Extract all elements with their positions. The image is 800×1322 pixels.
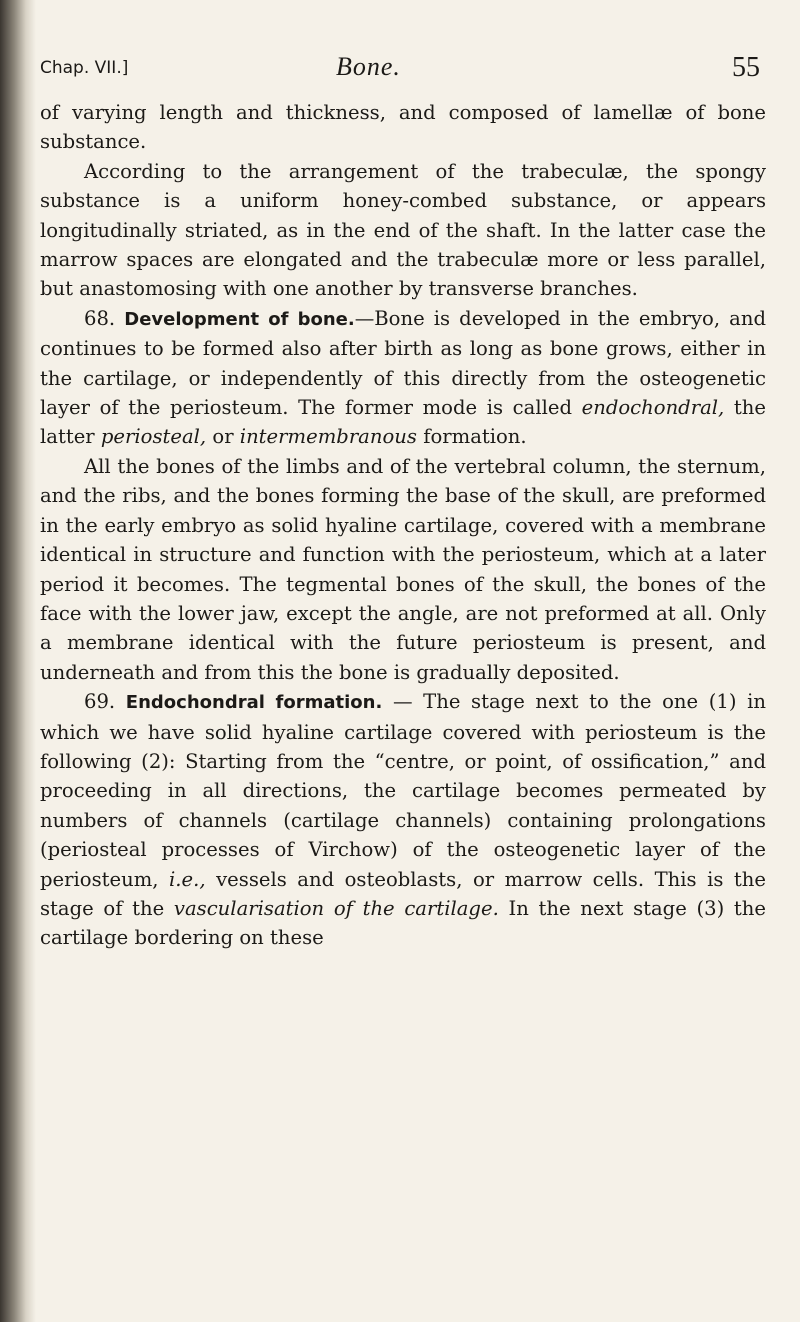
italic-term: i.e., xyxy=(169,867,206,891)
paragraph-text: the latter xyxy=(40,396,766,449)
page-body xyxy=(40,98,766,953)
page-number: 55 xyxy=(732,52,760,83)
running-title: Bone. xyxy=(336,52,401,81)
running-header xyxy=(40,52,760,92)
paragraph-endochondral-formation xyxy=(40,687,766,953)
paragraph-text: or xyxy=(206,425,240,449)
paragraph-text: —Bone is developed in the embryo, and continues to be formed also after birth as long as bone grows, either in the cartilage, or independently of this directly from the osteogenetic layer of the periosteum. The former mode is called xyxy=(40,306,766,420)
section-heading: Development of bone. xyxy=(124,308,355,330)
paragraph-trabeculae: According to the arrangement of the trabeculæ, the spongy substance is a uniform honey-combed substance, or appears longitudinally striated, as in the end of the shaft. In the latter case the marrow spaces are elongated and the trabeculæ more or less parallel, but anastomosing with one another by transverse branches. xyxy=(40,159,766,301)
page-binding-shadow xyxy=(0,0,36,1322)
paragraph-continuation: of varying length and thickness, and composed of lamellæ of bone substance. xyxy=(40,101,766,154)
paragraph-text: In the next stage (3) the cartilage bordering on these xyxy=(40,896,767,950)
section-number: 69. xyxy=(84,690,116,714)
paragraph-development-of-bone xyxy=(40,304,766,452)
paragraph-text: — The stage next to the one (1) in which we have solid hyaline cartilage covered with periosteum is the following (2): Starting from the “centre, or point, of ossification,” and proceeding in all directions, the cartilage becomes permeated by numbers of channels (cartilage channels) containing prolongations (periosteal processes of Virchow) of the osteogenetic layer of the periosteum, xyxy=(40,690,767,891)
italic-term: endochondral, xyxy=(581,396,725,420)
paragraph-text: formation. xyxy=(416,425,527,449)
italic-term: vascularisation of the cartilage. xyxy=(173,896,499,920)
chapter-label: Chap. VII.] xyxy=(40,58,129,78)
paragraph-preformed-bones: All the bones of the limbs and of the vertebral column, the sternum, and the ribs, and the bones forming the base of the skull, are preformed in the early embryo as solid hyaline cartilage, covered with a membrane identical in structure and function with the periosteum, which at a later period it becomes. The tegmental bones of the skull, the bones of the face with the lower jaw, except the angle, are not preformed at all. Only a membrane identical with the future periosteum is present, and underneath and from this the bone is gradually deposited. xyxy=(40,454,766,684)
section-heading: Endochondral formation. xyxy=(125,692,383,714)
italic-term: intermembranous xyxy=(239,425,417,449)
paragraph-text: vessels and osteoblasts, or marrow cells. This is the stage of the xyxy=(40,867,766,920)
section-number: 68. xyxy=(84,306,116,330)
italic-term: periosteal, xyxy=(100,425,207,449)
